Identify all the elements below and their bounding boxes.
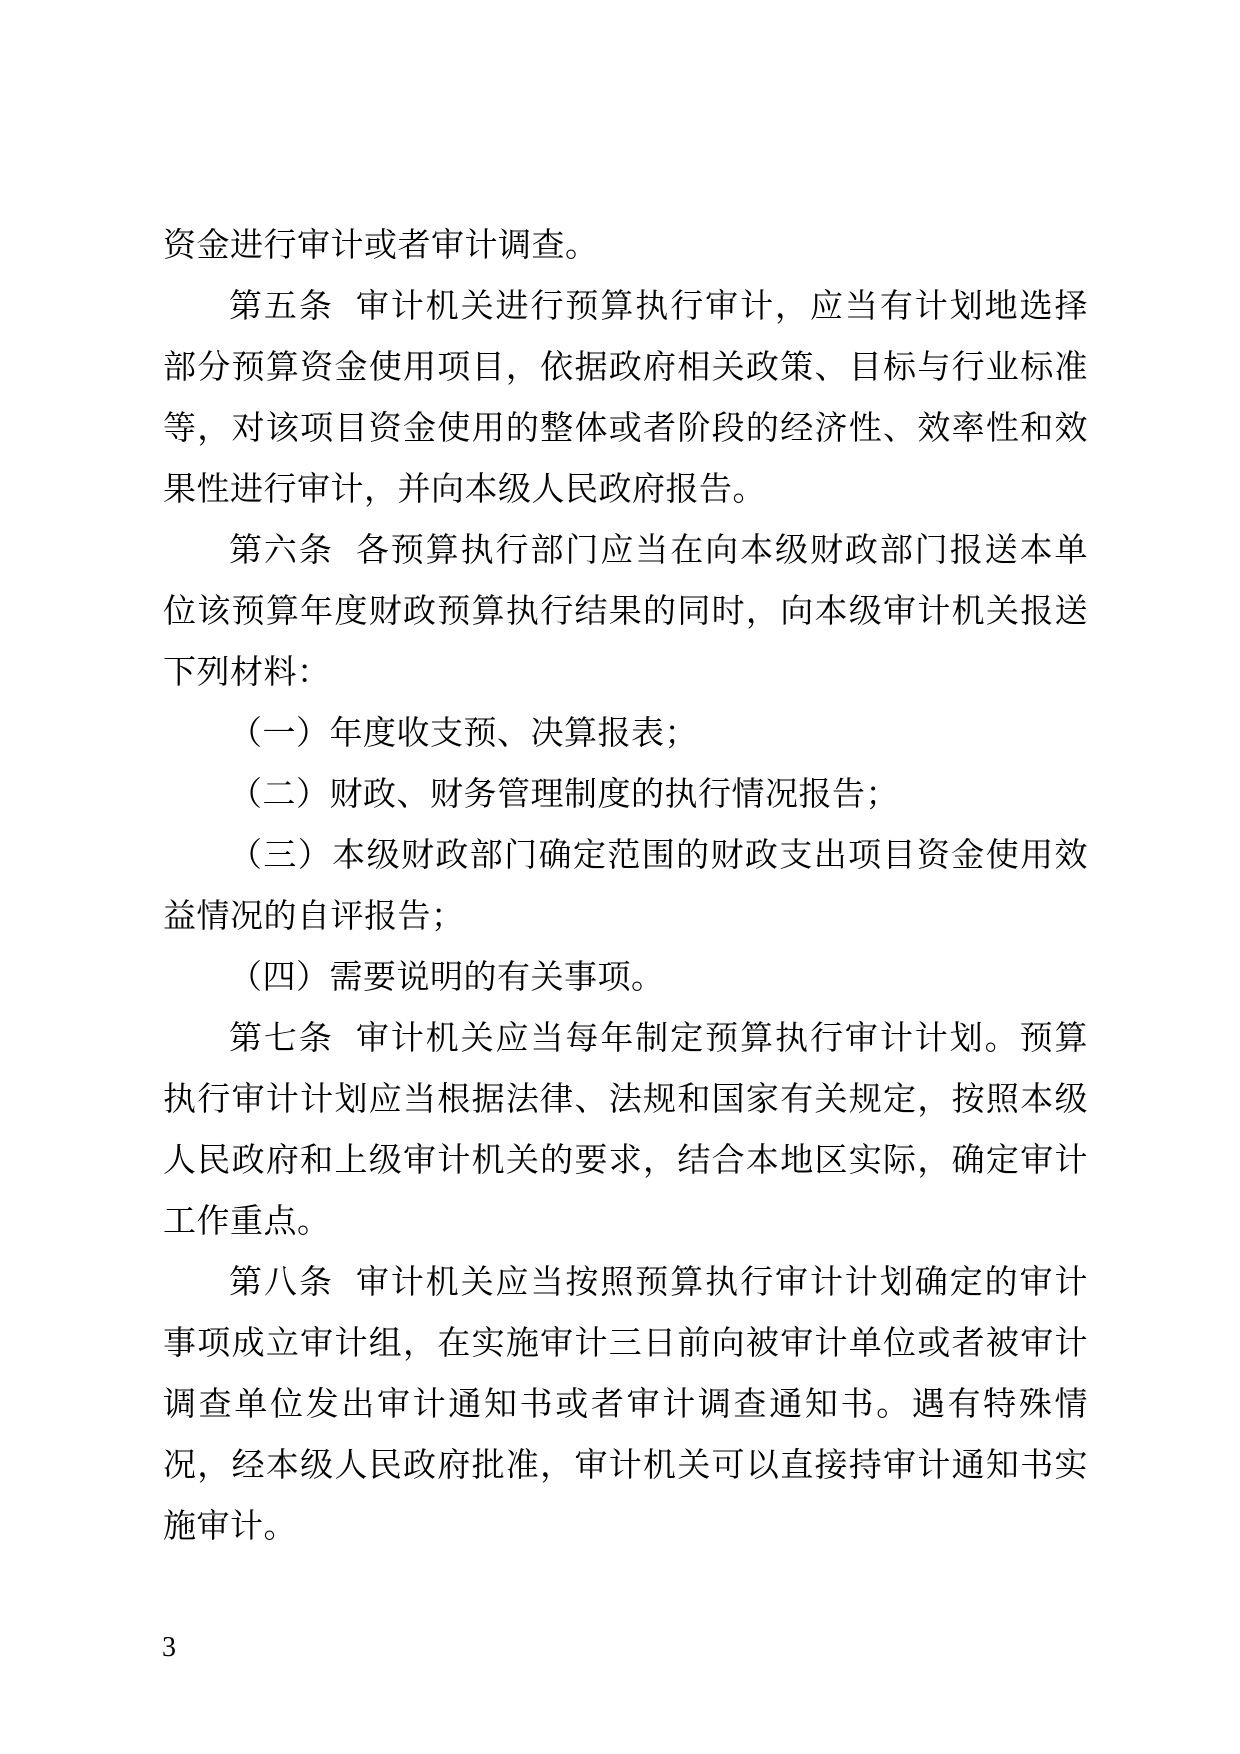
paragraph-continuation — [163, 214, 1088, 275]
list-item-2 — [163, 763, 1088, 824]
list-item-1 — [163, 702, 1088, 763]
article-5 — [163, 275, 1088, 519]
article-text: 审计机关进行预算执行审计，应当有计划地选择部分预算资金使用项目，依据政府相关政策、目标与行业标准等，对该项目资金使用的整体或者阶段的经济性、效率性和效果性进行审计，并向本级人民政府报告。 — [163, 286, 1089, 508]
list-item-text: （三）本级财政部门确定范围的财政支出项目资金使用效益情况的自评报告； — [163, 835, 1088, 935]
body-text — [163, 214, 1088, 1556]
paragraph-text: 资金进行审计或者审计调查。 — [163, 225, 599, 264]
article-text: 各预算执行部门应当在向本级财政部门报送本单位该预算年度财政预算执行结果的同时，向本级审计机关报送下列材料： — [163, 530, 1089, 691]
article-number: 第七条 — [229, 1018, 334, 1057]
article-6 — [163, 519, 1088, 702]
list-item-3 — [163, 824, 1088, 946]
article-number: 第五条 — [229, 286, 334, 325]
article-number: 第八条 — [229, 1262, 334, 1301]
article-8 — [163, 1251, 1088, 1556]
article-number: 第六条 — [229, 530, 334, 569]
list-item-4 — [163, 946, 1088, 1007]
list-item-text: （一）年度收支预、决算报表； — [229, 713, 698, 752]
list-item-text: （二）财政、财务管理制度的执行情况报告； — [229, 774, 899, 813]
article-text: 审计机关应当每年制定预算执行审计计划。预算执行审计计划应当根据法律、法规和国家有关规定，按照本级人民政府和上级审计机关的要求，结合本地区实际，确定审计工作重点。 — [163, 1018, 1089, 1240]
article-text: 审计机关应当按照预算执行审计计划确定的审计事项成立审计组，在实施审计三日前向被审计单位或者被审计调查单位发出审计通知书或者审计调查通知书。遇有特殊情况，经本级人民政府批准，审计机关可以直接持审计通知书实施审计。 — [163, 1262, 1089, 1545]
article-7 — [163, 1007, 1088, 1251]
list-item-text: （四）需要说明的有关事项。 — [229, 957, 665, 996]
page-number: 3 — [162, 1632, 176, 1663]
